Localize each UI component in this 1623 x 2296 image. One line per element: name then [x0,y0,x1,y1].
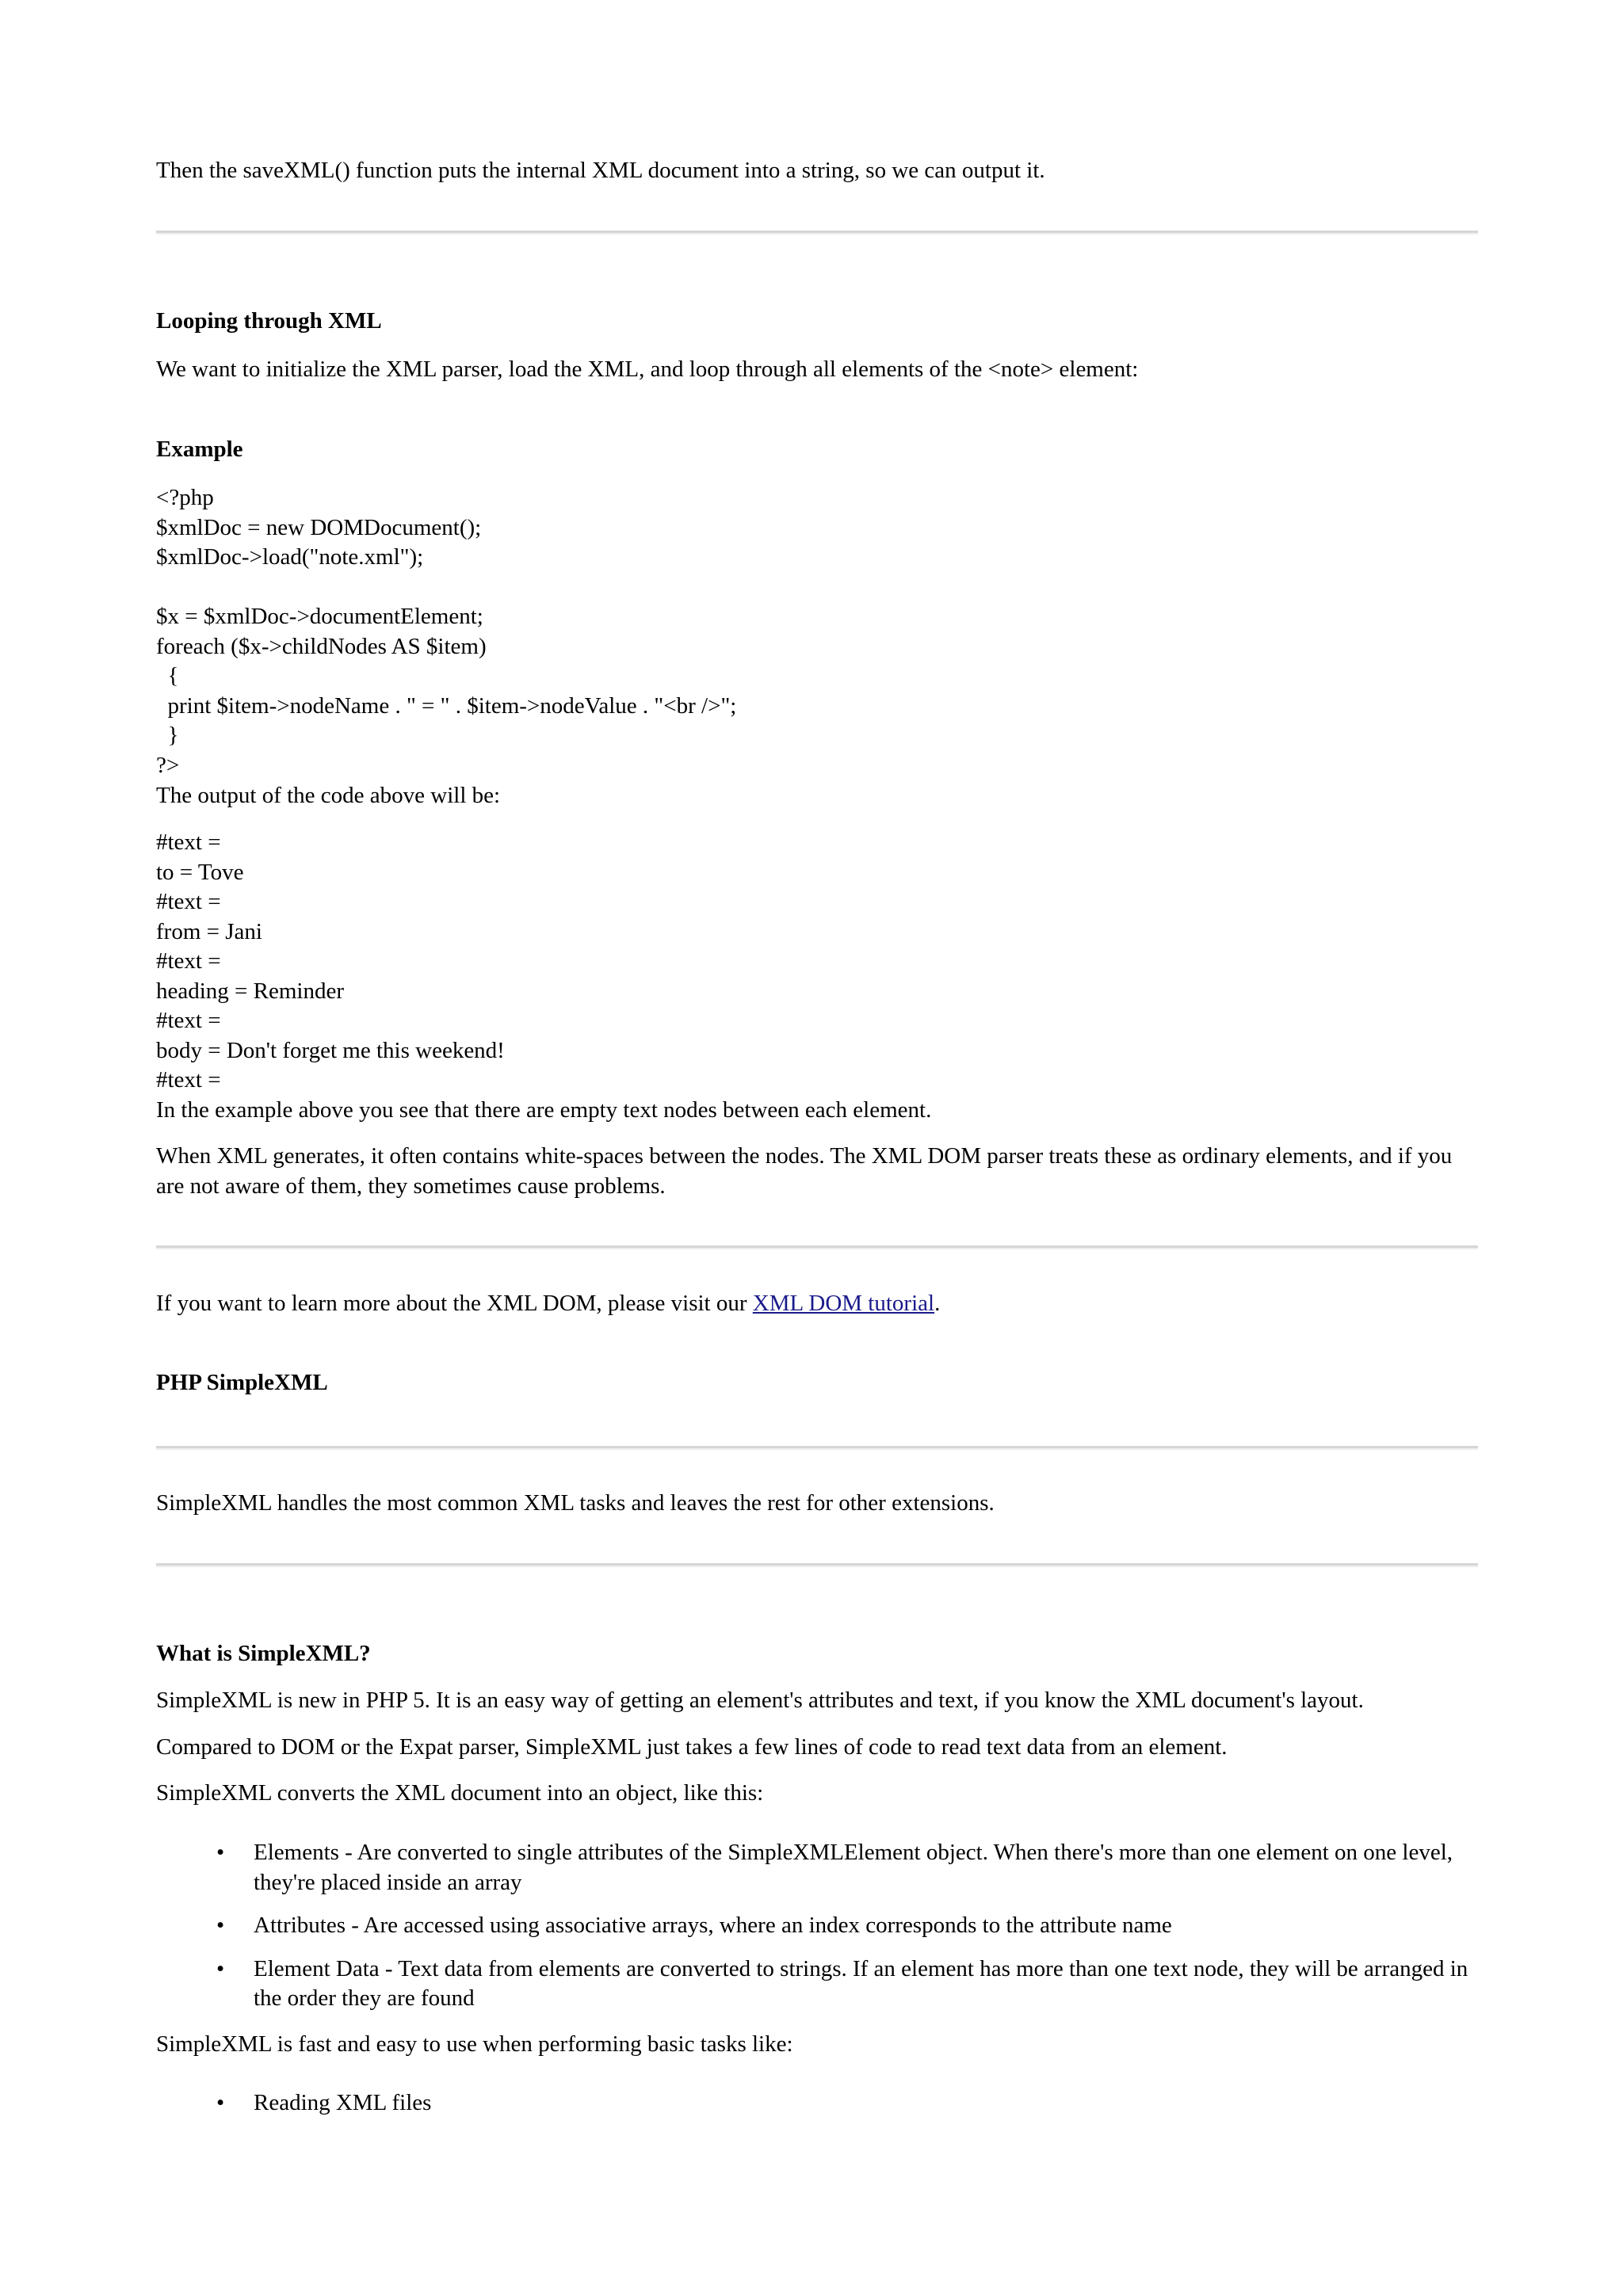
empty-nodes-note: In the example above you see that there are empty text nodes between each element. [156,1097,932,1123]
list-item: • Attributes - Are accessed using associative arrays, where an index corresponds to the attribute name [156,1911,1478,1941]
xml-dom-tutorial-link[interactable]: XML DOM tutorial [752,1291,935,1316]
simplexml-para-1: SimpleXML is new in PHP 5. It is an easy way of getting an element's attributes and text, if you know the XML document's layout. [156,1688,1364,1713]
conversion-list [156,1838,1478,2027]
simplexml-intro: SimpleXML handles the most common XML tasks and leaves the rest for other extensions. [156,1490,995,1516]
list-item: • Reading XML files [156,2088,1478,2119]
simplexml-heading: PHP SimpleXML [156,1370,328,1395]
divider [156,1446,1478,1450]
divider [156,231,1478,235]
tasks-list [156,2088,1478,2132]
divider [156,1245,1478,1249]
bullet-icon: • [216,1955,225,1981]
looping-description: We want to initialize the XML parser, load the XML, and loop through all elements of the <note> element: [156,357,1139,382]
looping-heading: Looping through XML [156,308,382,334]
simplexml-para-3: SimpleXML converts the XML document into an object, like this: [156,1780,764,1806]
bullet-icon: • [216,1913,225,1938]
learn-more-prefix: If you want to learn more about the XML DOM, please visit our [156,1291,753,1316]
simplexml-para-2: Compared to DOM or the Expat parser, SimpleXML just takes a few lines of code to read text data from an element. [156,1734,1228,1760]
simplexml-para-4: SimpleXML is fast and easy to use when performing basic tasks like: [156,2031,793,2057]
learn-more-suffix: . [934,1291,941,1316]
whitespace-note: When XML generates, it often contains white-spaces between the nodes. The XML DOM parser treats these as ordinary elements, and if you are not aware of them, they sometimes cause problems. [156,1143,1453,1199]
what-is-simplexml-heading: What is SimpleXML? [156,1641,371,1666]
learn-more-paragraph [156,1289,940,1319]
list-item: • Elements - Are converted to single attributes of the SimpleXMLElement object. When there's more than one element on one level, they're placed inside an array [216,1840,1453,1895]
output-intro: The output of the code above will be: [156,783,501,808]
example-heading: Example [156,437,243,462]
list-item: • Element Data - Text data from elements are converted to strings. If an element has more than one text node, they will be arranged in the order they are found [216,1955,1468,2011]
bullet-icon: • [216,2090,225,2115]
divider [156,1563,1478,1567]
code-output: #text = to = Tove #text = from = Jani #text = heading = Reminder #text = body = Don't forget me this weekend! #text = [156,830,505,1093]
code-example: <?php $xmlDoc = new DOMDocument(); $xmlDoc->load("note.xml"); $x = $xmlDoc->documentElement; foreach ($x->childNodes AS $item) { print $item->nodeName . " = " . $item->nodeValue . "<br />"; } ?> [156,485,737,778]
bullet-icon: • [216,1840,225,1865]
savexml-paragraph: Then the saveXML() function puts the internal XML document into a string, so we can output it. [156,158,1045,183]
